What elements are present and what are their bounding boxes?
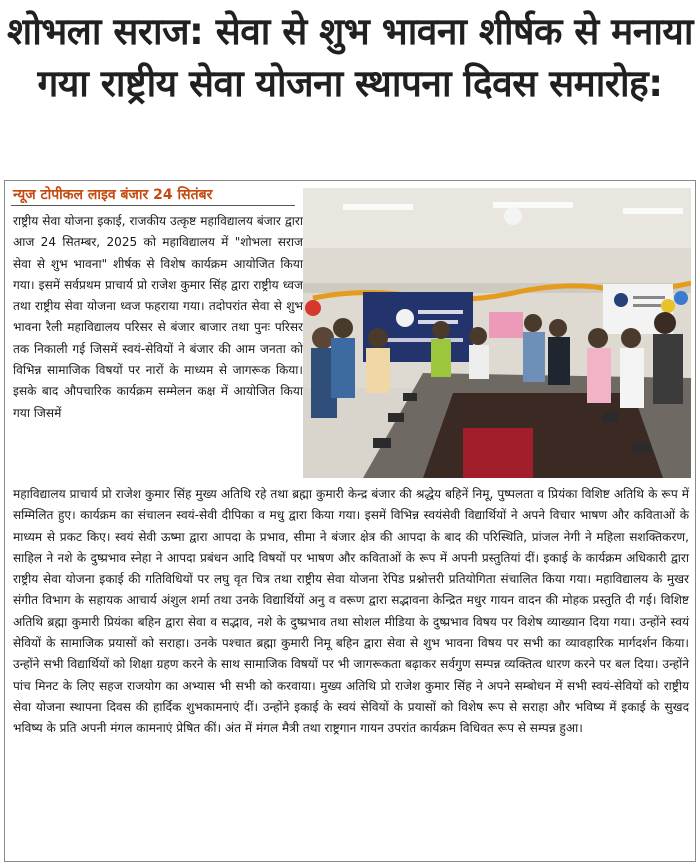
lead-paragraph: राष्ट्रीय सेवा योजना इकाई, राजकीय उत्कृष्ट महाविद्यालय बंजार द्वारा आज 24 सितम्बर, 2025 को महाविद्यालय में "शोभला सराज सेवा से शुभ भावना" शीर्षक से विशेष कार्यक्रम आयोजित किया गया। इसमें सर्वप्रथम प्राचार्य प्रो राजेश कुमार सिंह द्वारा राष्ट्रीय ध्वज तथा राष्ट्रीय सेवा योजना ध्वज फहराया गया। तदोपरांत सेवा से शुभ भावना रैली महाविद्यालय परिसर से बंजार बाजार तथा पुनः परिसर तक निकाली गई जिसमें स्वयं-सेवियों ने बंजार की आम जनता को विभिन्न सामाजिक विषयों पर नारों के माध्यम से जागरूक किया। इसके बाद औपचारिक कार्यक्रम सम्मेलन कक्ष में आयोजित किया गया जिसमें [13, 214, 303, 420]
event-photo-illustration [303, 188, 691, 478]
headline: शोभला सराज: सेवा से शुभ भावना शीर्षक से मनाया गया राष्ट्रीय सेवा योजना स्थापना दिवस समारोह: [7, 10, 693, 105]
article-box [4, 180, 696, 862]
dateline: न्यूज टोपीकल लाइव बंजार 24 सितंबर [13, 187, 213, 203]
event-photo [303, 188, 691, 478]
body-paragraph: महाविद्यालय प्राचार्य प्रो राजेश कुमार सिंह मुख्य अतिथि रहे तथा ब्रह्मा कुमारी केन्द्र बंजार की श्रद्धेय बहिनें निमू, पुष्पलता व प्रियंका विशिष्ट अतिथि के रूप में सम्मिलित हुए। कार्यक्रम का संचालन स्वयं-सेवी दीपिका व मधु द्वारा किया गया। इसमें विभिन्न स्वयंसेवी विद्यार्थियों ने अपने विचार भाषण और कविताओं के माध्यम से प्रकट किए। स्वयं सेवी ऊष्मा द्वारा आपदा के प्रभाव, सीमा ने बंजार क्षेत्र की आपदा के बाद की परिस्थिति, प्रांजल नेगी ने महिला सशक्तिकरण, साहिल ने नशे के दुष्प्रभाव स्नेहा ने आपदा प्रबंधन आदि विषयों पर भाषण और कविताओं के रूप में अपनी प्रस्तुतियां दीं। इकाई के कार्यक्रम अधिकारी द्वारा राष्ट्रीय सेवा योजना इकाई की गतिविधियों पर लघु वृत चित्र तथा राष्ट्रीय सेवा योजना रेपिड प्रश्नोत्तरी प्रतियोगिता संचालित किया गया। महाविद्यालय के मुखर संगीत विभाग के सहायक आचार्य अंशुल शर्मा तथा उनके विद्यार्थियों अनु व वरूण द्वारा सद्भावना केन्द्रित मधुर गायन वादन की मोहक प्रस्तुति दी गई। विशिष्ट अतिथि ब्रह्मा कुमारी प्रियंका बहिन द्वारा सेवा व सद्भाव, नशे के दुष्प्रभाव तथा सोशल मीडिया के दुष्प्रभाव विषय पर विशेष व्याख्यान दिया गया। उन्होंने स्वयं सेवियों के सामाजिक प्रयासों को सराहा। उनके पश्चात ब्रह्मा कुमारी निमू बहिन द्वारा सेवा से शुभ भावना विषय पर सभी का व्यावहारिक मार्गदर्शन किया। उन्होंने सभी विद्यार्थियों को शिक्षा ग्रहण करने के साथ सामाजिक विषयों पर भी जागरूकता बढ़ाकर सर्वगुण सम्पन्न व्यक्तित्व धारण करने पर बल दिया। उन्होंने पांच मिनट के लिए सहज राजयोग का अभ्यास भी सभी को करवाया। मुख्य अतिथि प्रो राजेश कुमार सिंह ने अपने सम्बोधन में सभी स्वयं-सेवियों को राष्ट्रीय सेवा योजना स्थापना दिवस की हार्दिक शुभकामनाएं दीं। उन्होंने इकाई के स्वयं सेवियों के प्रयासों को विशेष रूप से सराहा और भविष्य में इकाई के सुखद भविष्य के प्रति अपनी मंगल कामनाएं प्रेषित कीं। अंत में मंगल मैत्री तथा राष्ट्रगान गायन उपरांत कार्यक्रम विधिवत रूप से सम्पन्न हुआ। [13, 487, 689, 736]
dateline-rule [11, 205, 295, 206]
